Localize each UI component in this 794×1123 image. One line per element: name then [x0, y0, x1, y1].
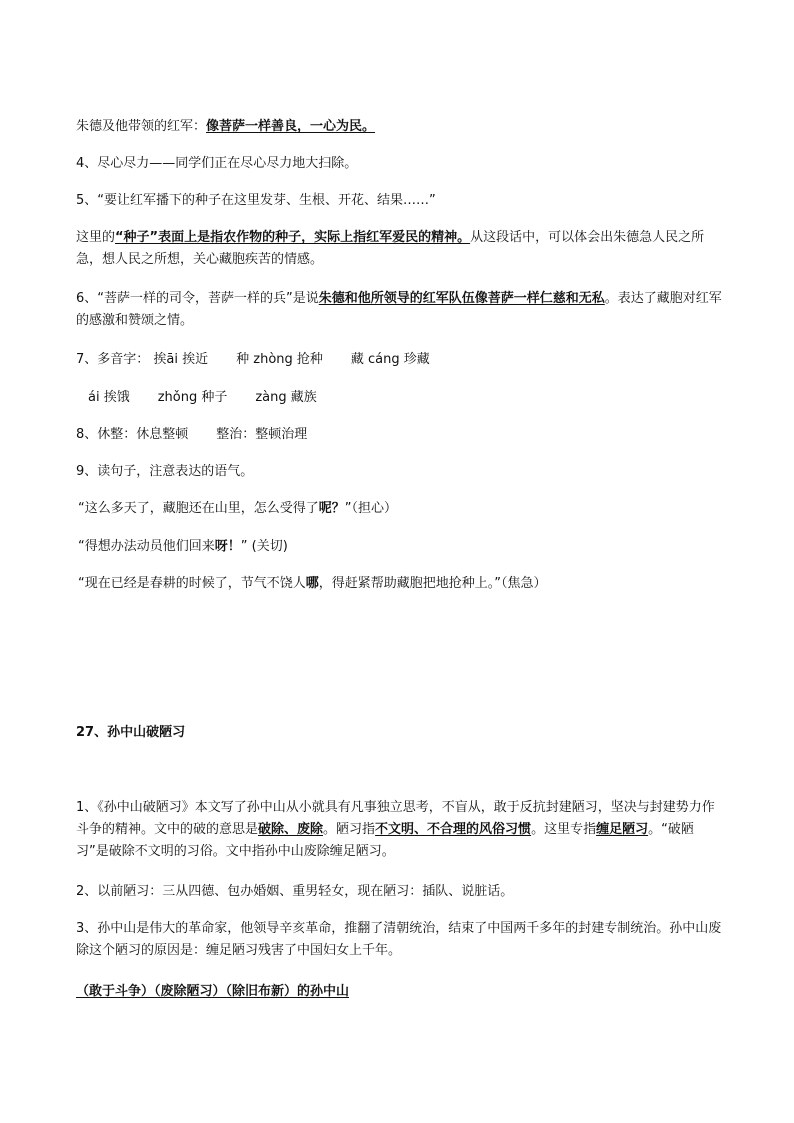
text: 1、《孙中山破陋习》本文写了孙中山从小就具有凡事独立思考，不盲从，敢于反抗封建陋习，坚决与封建势力作斗争的精神。文中的破的意思是: [76, 800, 715, 837]
text: 整治：整顿治理: [216, 427, 308, 442]
quote-care: [78, 536, 728, 558]
emphasis-text: 不文明、不合理的风俗习惯: [375, 822, 532, 837]
text: 这里的: [76, 230, 116, 245]
emphasis-text: 朱德和他所领导的红军队伍像菩萨一样仁慈和无私: [318, 291, 605, 306]
text: “这么多天了，藏胞还在山里，怎么受得了: [78, 501, 319, 516]
emphasis-text: 缠足陋习: [596, 822, 649, 837]
text: “现在已经是春耕的时候了，节气不饶人: [78, 576, 306, 591]
paragraph-red-army-summary: [76, 116, 726, 138]
paragraph-revolutionary: [76, 918, 726, 962]
text: 8、休整：休息整顿: [76, 427, 189, 442]
text: 。表达了藏胞对红军的感激和赞颂之情。: [76, 291, 722, 328]
text: 。陋习指: [323, 822, 376, 837]
quote-urgency: [78, 573, 728, 595]
paragraph-item-4: 4、尽心尽力——同学们正在尽心尽力地大扫除。: [76, 156, 358, 171]
emphasis-text: 破除、废除: [258, 822, 324, 837]
paragraph-lesson-summary: [76, 797, 726, 863]
text: ái 挨饿: [88, 390, 130, 405]
text: “得想办法动员他们回来: [78, 539, 215, 554]
paragraph-item-6: [76, 288, 726, 332]
paragraph-item-7-polyphones: [76, 349, 726, 371]
text: 朱德及他带领的红军：: [76, 119, 207, 134]
text: 3、孙中山是伟大的革命家，他领导辛亥革命，推翻了清朝统治，结束了中国两千多年的封建专制统治。: [76, 921, 670, 936]
emphasis-text: 呀！: [214, 539, 241, 554]
paragraph-item-8: [76, 424, 726, 446]
emphasis-text: “种子”表面上是指农作物的种子，实际上指红军爱民的精神。: [115, 230, 471, 245]
quote-worry: [78, 498, 728, 520]
text: 藏 cáng 珍藏: [350, 352, 430, 367]
emphasis-text: 呢？: [318, 501, 345, 516]
paragraph-item-7-continued: [88, 387, 738, 409]
paragraph-seed-explanation: [76, 227, 726, 271]
text: 7、多音字： 挨āi 挨近: [76, 352, 209, 367]
paragraph-bad-habits: 2、以前陋习：三从四德、包办婚姻、重男轻女，现在陋习：插队、说脏话。: [76, 884, 514, 899]
paragraph-item-9: 9、读句子，注意表达的语气。: [76, 464, 254, 479]
text: ”（担心）: [344, 501, 398, 516]
text: ，得赶紧帮助藏胞把地抢种上。”（焦急）: [318, 576, 547, 591]
text: 6、“菩萨一样的司令，菩萨一样的兵”是说: [76, 291, 319, 306]
paragraph-item-5: 5、“要让红军播下的种子在这里发芽、生根、开花、结果……”: [76, 193, 436, 208]
section-heading: 27、孙中山破陋习: [76, 725, 186, 740]
text: 从这段话中，可以体会出朱德急人民之所急，想人民之所想，关心藏胞疾苦的情感。: [76, 230, 705, 267]
text: zàng 藏族: [255, 390, 317, 405]
text: ” (关切): [240, 539, 288, 554]
emphasis-text: 哪: [305, 576, 319, 591]
emphasis-text: 像菩萨一样善良，一心为民。: [206, 119, 376, 134]
text: 。“破陋习”是破除不文明的习俗。文中指孙中山废除缠足陋习。: [76, 822, 694, 859]
text: 孙中山废除这个陋习的原因是：缠足陋习残害了中国妇女上千年。: [76, 921, 722, 958]
text: 。这里专指: [531, 822, 597, 837]
text: 种 zhòng 抢种: [236, 352, 323, 367]
paragraph-summary-traits: （敢于斗争）（废除陋习）（除旧布新）的孙中山: [76, 984, 350, 999]
text: zhǒng 种子: [157, 390, 228, 405]
